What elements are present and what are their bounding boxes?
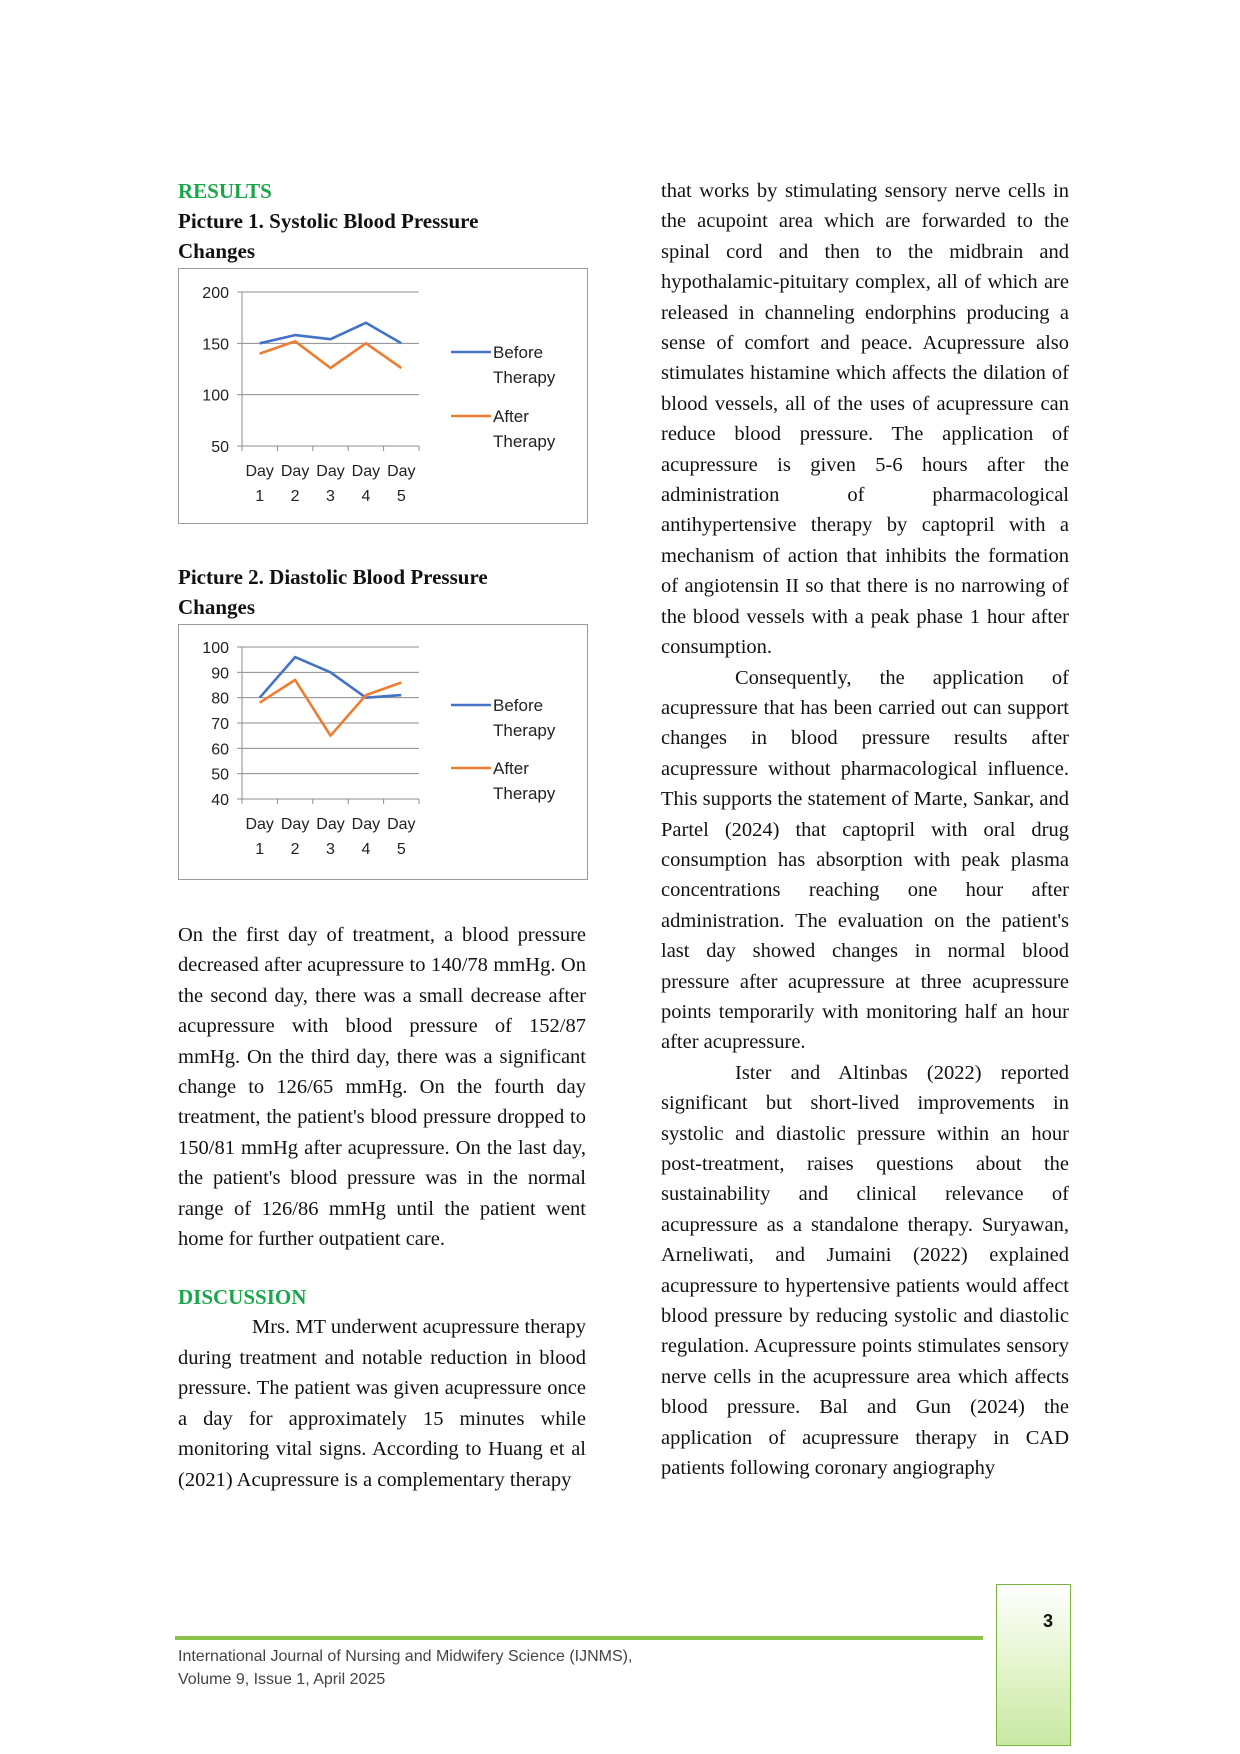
x-tick-label-part: Day <box>351 816 381 833</box>
series-line-after <box>260 341 402 368</box>
picture2-caption-line2: Changes <box>178 595 256 619</box>
picture1-caption-line2: Changes <box>178 239 256 263</box>
page-number: 3 <box>1042 1611 1053 1631</box>
legend-label: Before <box>493 343 544 362</box>
picture1-caption-line1: Picture 1. Systolic Blood Pressure <box>178 209 479 233</box>
x-tick-label-part: 2 <box>290 488 300 505</box>
x-tick-label-part: Day <box>351 463 381 480</box>
legend-label: Before <box>493 696 544 715</box>
right-column <box>661 176 1069 1483</box>
x-tick-label <box>352 463 380 505</box>
footer-divider <box>175 1636 983 1640</box>
x-tick-label <box>316 463 344 505</box>
x-tick-label-part: 1 <box>255 488 265 505</box>
series-line-before <box>260 657 402 698</box>
y-tick-label: 50 <box>211 439 229 456</box>
x-tick-label-part: Day <box>387 463 416 480</box>
x-tick-label <box>281 816 309 858</box>
y-tick-label: 60 <box>211 741 229 759</box>
x-tick-label-part: 2 <box>290 841 300 858</box>
x-tick-label-part: 5 <box>396 841 406 858</box>
y-tick-label: 50 <box>211 766 229 784</box>
x-tick-label <box>387 463 415 505</box>
x-tick-label <box>316 816 344 858</box>
discussion-heading: DISCUSSION <box>178 1285 307 1310</box>
footer-journal-line2: Volume 9, Issue 1, April 2025 <box>178 1671 386 1688</box>
discussion-paragraph-right-3: Ister and Altinbas (2022) reported significant but short-lived improvements in systolic and diastolic pressure within an hour post-treatment, raises questions about the sustainability and clinical relevance of acupressure as a standalone therapy. Suryawan, Arneliwati, and Jumaini (2022) explained acupressure to hypertensive patients would affect blood pressure by reducing systolic and diastolic regulation. Acupressure points stimulates sensory nerve cells in the acupressure area which affects blood pressure. Bal and Gun (2024) the application of acupressure therapy in CAD patients following coronary angiography <box>661 1061 1069 1480</box>
y-tick-label: 150 <box>202 336 229 354</box>
systolic-chart <box>178 268 588 524</box>
results-heading: RESULTS <box>178 179 272 203</box>
page-number-tab <box>996 1584 1071 1746</box>
diastolic-chart-svg <box>179 625 587 879</box>
x-tick-label-part: 3 <box>326 841 335 858</box>
picture1-caption <box>178 206 586 266</box>
x-tick-label-part: 5 <box>396 488 406 505</box>
x-tick-label-part: Day <box>387 816 416 833</box>
series-line-after <box>260 680 402 736</box>
y-tick-label: 100 <box>202 640 229 657</box>
y-tick-label: 70 <box>211 716 229 733</box>
x-tick-label <box>245 816 273 858</box>
x-tick-label <box>352 816 380 858</box>
systolic-chart-svg <box>179 269 587 523</box>
x-tick-label-part: Day <box>280 463 310 480</box>
legend-label: After <box>493 407 529 426</box>
discussion-paragraph-right-2: Consequently, the application of acupressure that has been carried out can support changes in blood pressure results after acupressure without pharmacological influence. This supports the statement of Marte, Sankar, and Partel (2024) that captopril with oral drug consumption has absorption with peak plasma concentrations reaching one hour after administration. The evaluation on the patient's last day showed changes in normal blood pressure after acupressure at three acupressure points temporarily with monitoring half an hour after acupressure. <box>661 666 1069 1054</box>
y-tick-label: 90 <box>211 665 229 683</box>
x-tick-label <box>387 816 415 858</box>
results-paragraph: On the first day of treatment, a blood pressure decreased after acupressure to 140/78 mmHg. On the second day, there was a small decrease after acupressure with blood pressure of 152/87 mmHg. On the third day, there was a significant change to 126/65 mmHg. On the fourth day treatment, the patient's blood pressure dropped to 150/81 mmHg after acupressure. On the last day, the patient's blood pressure was in the normal range of 126/86 mmHg until the patient went home for further outpatient care. <box>178 924 586 1251</box>
legend-label: Therapy <box>493 721 556 740</box>
x-tick-label-part: 3 <box>326 488 335 505</box>
discussion-paragraph-right-1: that works by stimulating sensory nerve cells in the acupoint area which are forwarded to the spinal cord and then to the midbrain and hypothalamic-pituitary complex, all of which are released in channeling endorphins producing a sense of comfort and peace. Acupressure also stimulates histamine which affects the dilation of blood vessels, all of the uses of acupressure can reduce blood pressure. The application of acupressure is given 5-6 hours after the administration of pharmacological antihypertensive therapy by captopril with a mechanism of action that inhibits the formation of angiotensin II so that there is no narrowing of the blood vessels with a peak phase 1 hour after consumption. <box>661 180 1069 659</box>
x-tick-label-part: 4 <box>361 488 371 505</box>
diastolic-chart <box>178 624 588 880</box>
y-tick-label: 200 <box>202 285 229 302</box>
footer-journal <box>178 1645 632 1691</box>
x-tick-label <box>281 463 309 505</box>
series-line-before <box>260 323 402 344</box>
x-tick-label-part: Day <box>245 816 274 833</box>
x-tick-label-part: Day <box>316 816 345 833</box>
left-column <box>178 176 586 1495</box>
y-tick-label: 100 <box>202 387 229 405</box>
discussion-paragraph-left: Mrs. MT underwent acupressure therapy during treatment and notable reduction in blood pressure. The patient was given acupressure once a day for approximately 15 minutes while monitoring vital signs. According to Huang et al (2021) Acupressure is a complementary therapy <box>178 1316 586 1491</box>
picture2-caption <box>178 562 586 622</box>
footer-journal-line1: International Journal of Nursing and Midwifery Science (IJNMS), <box>178 1648 633 1665</box>
x-tick-label <box>245 463 273 505</box>
legend-label: After <box>493 759 529 778</box>
x-tick-label-part: Day <box>316 463 345 480</box>
y-tick-label: 80 <box>211 690 229 708</box>
legend-label: Therapy <box>493 368 556 387</box>
picture2-caption-line1: Picture 2. Diastolic Blood Pressure <box>178 565 488 589</box>
legend-label: Therapy <box>493 432 556 451</box>
legend-label: Therapy <box>493 784 556 803</box>
x-tick-label-part: Day <box>280 816 310 833</box>
x-tick-label-part: 1 <box>255 841 265 858</box>
y-tick-label: 40 <box>211 792 229 809</box>
x-tick-label-part: Day <box>245 463 274 480</box>
x-tick-label-part: 4 <box>361 841 371 858</box>
